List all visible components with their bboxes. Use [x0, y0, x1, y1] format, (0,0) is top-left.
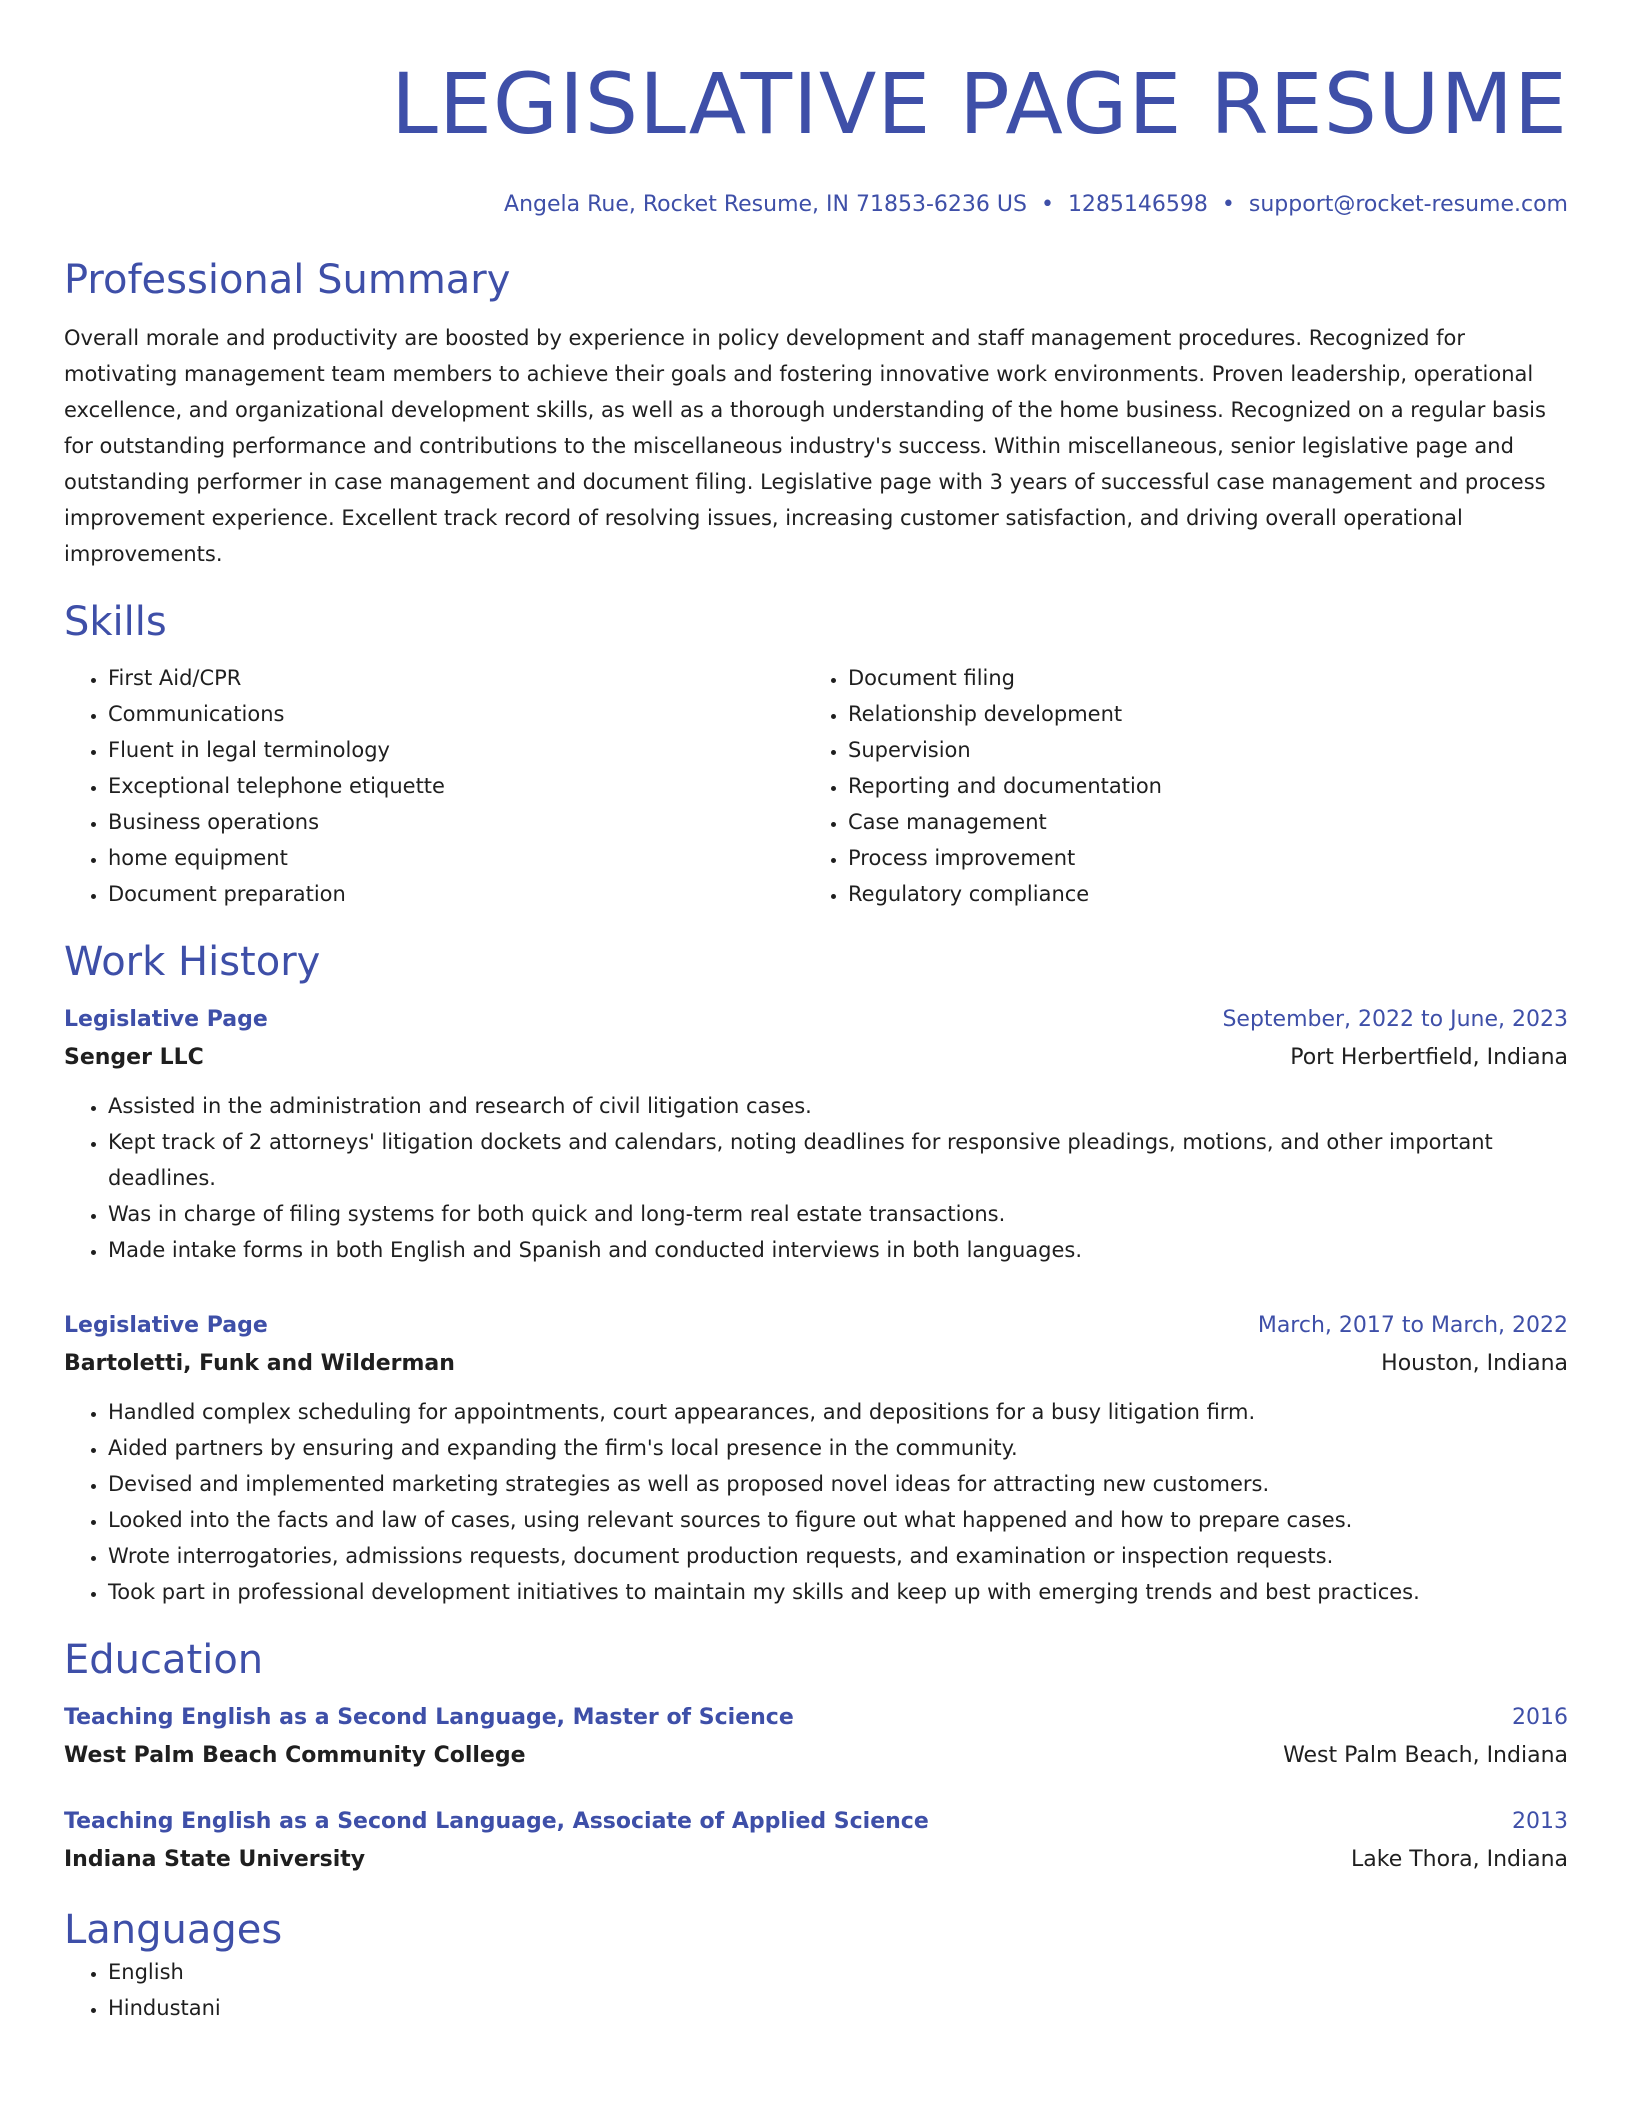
education-year: 2016: [1512, 1705, 1568, 1730]
skill-item: • Communications: [108, 696, 804, 732]
job-duty: • Took part in professional development initiatives to maintain my skills and keep up with emerging trends and best practices.: [108, 1574, 1568, 1610]
skill-item: • Regulatory compliance: [848, 876, 1544, 912]
skill-item: • Relationship development: [848, 696, 1544, 732]
skill-item: • First Aid/CPR: [108, 660, 804, 696]
contact-separator: •: [1040, 192, 1054, 217]
education-degree-row: [64, 1700, 1568, 1736]
education-location: West Palm Beach, Indiana: [1283, 1743, 1568, 1768]
languages-list: [64, 1954, 1568, 2026]
skill-item: • Case management: [848, 804, 1544, 840]
education-location: Lake Thora, Indiana: [1351, 1847, 1568, 1872]
contact-phone: 1285146598: [1067, 192, 1208, 217]
job-dates: March, 2017 to March, 2022: [1257, 1313, 1568, 1338]
job-duty: • Kept track of 2 attorneys' litigation dockets and calendars, noting deadlines for responsive pleadings, motions, and other important deadlines.: [108, 1124, 1568, 1196]
skills-column-right: [804, 660, 1544, 912]
education-school-row: [64, 1840, 1568, 1880]
job-duty: • Was in charge of filing systems for both quick and long-term real estate transactions.: [108, 1196, 1568, 1232]
languages-heading: Languages: [64, 1907, 283, 1953]
skill-item: • Supervision: [848, 732, 1544, 768]
resume-title: LEGISLATIVE PAGE RESUME: [391, 55, 1568, 153]
summary-heading: Professional Summary: [64, 257, 511, 303]
skill-item: • Reporting and documentation: [848, 768, 1544, 804]
education-degree: Teaching English as a Second Language, Master of Science: [64, 1705, 794, 1730]
skill-item: • Fluent in legal terminology: [108, 732, 804, 768]
education-heading: Education: [64, 1637, 264, 1683]
job-location: Port Herbertfield, Indiana: [1290, 1045, 1568, 1070]
work-history-heading: Work History: [64, 939, 321, 985]
job-duty: • Handled complex scheduling for appointments, court appearances, and depositions for a busy litigation firm.: [108, 1394, 1568, 1430]
skill-item: • Process improvement: [848, 840, 1544, 876]
education-entry: [64, 1804, 1568, 1880]
job-entry: [64, 1002, 1568, 1268]
education-entry: [64, 1700, 1568, 1776]
skill-item: • home equipment: [108, 840, 804, 876]
skill-item: • Document preparation: [108, 876, 804, 912]
job-duty: • Aided partners by ensuring and expanding the firm's local presence in the community.: [108, 1430, 1568, 1466]
skill-item: • Exceptional telephone etiquette: [108, 768, 804, 804]
contact-line: [64, 190, 1568, 220]
job-duty: • Devised and implemented marketing strategies as well as proposed novel ideas for attracting new customers.: [108, 1466, 1568, 1502]
job-duty: • Wrote interrogatories, admissions requests, document production requests, and examination or inspection requests.: [108, 1538, 1568, 1574]
job-dates: September, 2022 to June, 2023: [1222, 1007, 1568, 1032]
job-duty: • Assisted in the administration and research of civil litigation cases.: [108, 1088, 1568, 1124]
education-year: 2013: [1512, 1809, 1568, 1834]
job-role: Legislative Page: [64, 1007, 268, 1032]
job-company: Bartoletti, Funk and Wilderman: [64, 1351, 455, 1376]
skill-item: • Business operations: [108, 804, 804, 840]
job-company-row: [64, 1344, 1568, 1384]
job-company-row: [64, 1038, 1568, 1078]
skills-heading: Skills: [64, 599, 167, 645]
contact-email[interactable]: support@rocket-resume.com: [1248, 192, 1568, 217]
skills-column-left: [64, 660, 804, 912]
education-degree: Teaching English as a Second Language, Associate of Applied Science: [64, 1809, 929, 1834]
language-item: • Hindustani: [108, 1990, 1568, 2026]
skill-item: • Document filing: [848, 660, 1544, 696]
education-degree-row: [64, 1804, 1568, 1840]
job-duty: • Looked into the facts and law of cases, using relevant sources to figure out what happened and how to prepare cases.: [108, 1502, 1568, 1538]
job-company: Senger LLC: [64, 1045, 204, 1070]
job-header-row: [64, 1308, 1568, 1344]
contact-separator: •: [1221, 192, 1235, 217]
education-school: Indiana State University: [64, 1847, 366, 1872]
summary-text: Overall morale and productivity are boosted by experience in policy development and staff management procedures. Recognized for motivating management team members to achieve their goals and fostering innovative work environments. Proven leadership, operational excellence, and organizational development skills, as well as a thorough understanding of the home business. Recognized on a regular basis for outstanding performance and contributions to the miscellaneous industry's success. Within miscellaneous, senior legislative page and outstanding performer in case management and document filing. Legislative page with 3 years of successful case management and process improvement experience. Excellent track record of resolving issues, increasing customer satisfaction, and driving overall operational improvements.: [64, 326, 1546, 566]
language-item: • English: [108, 1954, 1568, 1990]
job-header-row: [64, 1002, 1568, 1038]
skills-list: [64, 660, 1568, 912]
education-school: West Palm Beach Community College: [64, 1743, 526, 1768]
job-duties: [64, 1394, 1568, 1610]
job-role: Legislative Page: [64, 1313, 268, 1338]
contact-address: Angela Rue, Rocket Resume, IN 71853-6236 US: [504, 192, 1027, 217]
job-duty: • Made intake forms in both English and Spanish and conducted interviews in both languages.: [108, 1232, 1568, 1268]
job-duties: [64, 1088, 1568, 1268]
education-school-row: [64, 1736, 1568, 1776]
job-location: Houston, Indiana: [1381, 1351, 1568, 1376]
job-entry: [64, 1308, 1568, 1610]
